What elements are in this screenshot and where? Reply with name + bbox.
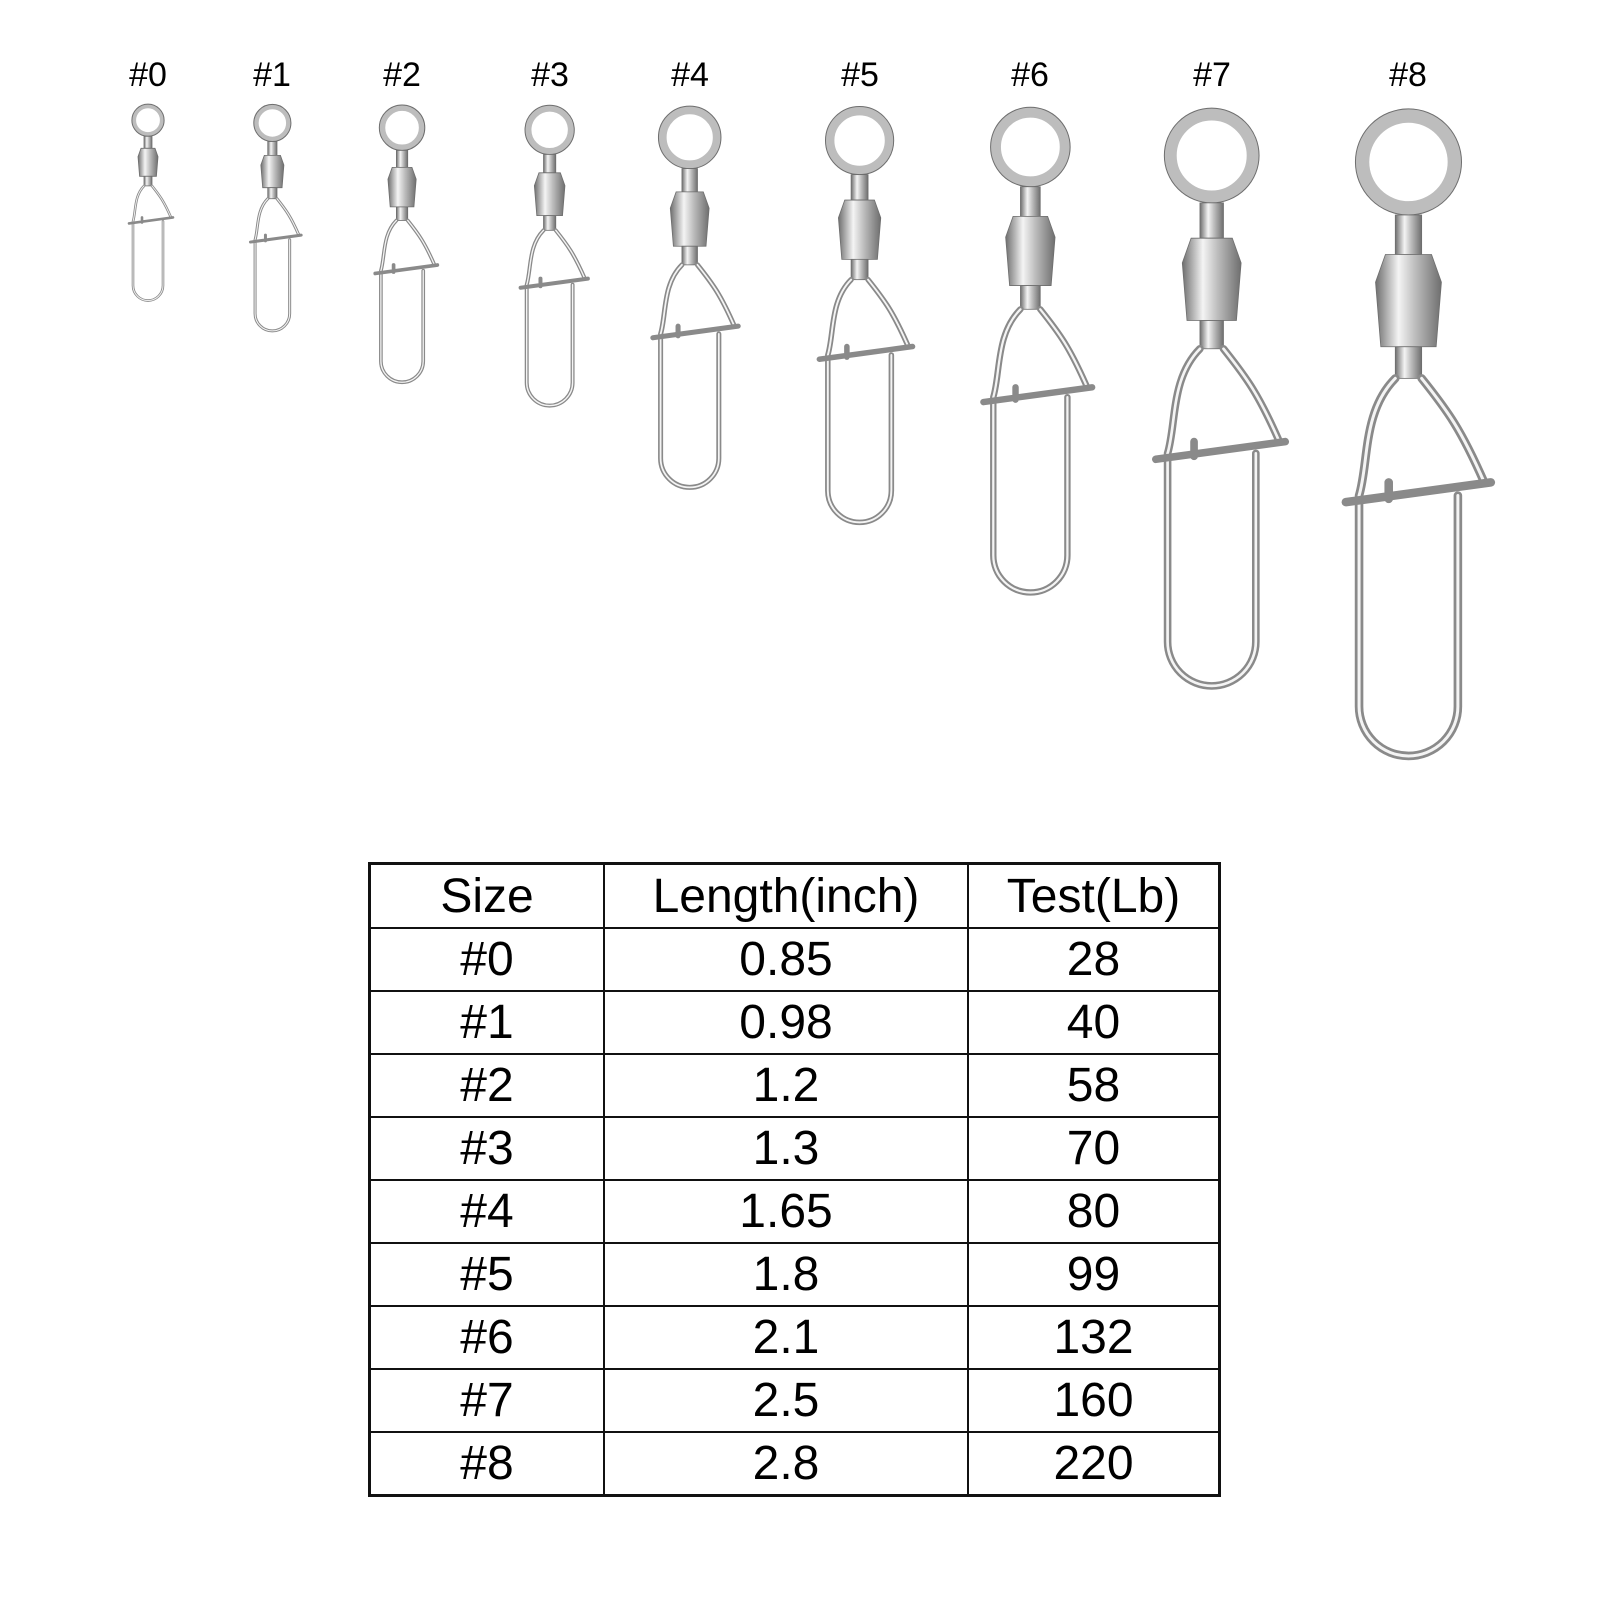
swivel-size-label: #4 — [671, 56, 709, 94]
cell-test: 80 — [968, 1180, 1220, 1243]
cell-length: 2.1 — [604, 1306, 968, 1369]
table-header-row — [370, 864, 1220, 929]
table-row — [370, 1180, 1220, 1243]
cell-size: #2 — [370, 1054, 605, 1117]
swivel-snap-icon — [501, 102, 598, 410]
swivel-item — [356, 0, 448, 387]
swivel-item — [111, 0, 185, 304]
swivel-size-label: #6 — [1011, 56, 1049, 94]
table-row — [370, 1117, 1220, 1180]
cell-test: 40 — [968, 991, 1220, 1054]
swivel-item — [798, 0, 921, 529]
table-row — [370, 1369, 1220, 1432]
cell-length: 1.65 — [604, 1180, 968, 1243]
swivel-snap-icon — [632, 102, 747, 493]
swivel-size-label: #7 — [1193, 56, 1231, 94]
cell-size: #0 — [370, 928, 605, 991]
table-row — [370, 928, 1220, 991]
swivel-snap-icon — [111, 102, 185, 304]
cell-size: #5 — [370, 1243, 605, 1306]
swivel-snap-icon — [232, 102, 313, 334]
swivel-snap-icon — [798, 102, 921, 529]
table-row — [370, 1243, 1220, 1306]
swivel-item — [632, 0, 747, 493]
cell-length: 0.85 — [604, 928, 968, 991]
swivel-snap-icon — [356, 102, 448, 387]
cell-length: 2.8 — [604, 1432, 968, 1496]
cell-size: #1 — [370, 991, 605, 1054]
cell-size: #7 — [370, 1369, 605, 1432]
table-row — [370, 1432, 1220, 1496]
cell-test: 132 — [968, 1306, 1220, 1369]
swivel-item — [961, 0, 1100, 600]
cell-length: 1.2 — [604, 1054, 968, 1117]
swivel-size-label: #2 — [383, 56, 421, 94]
cell-test: 70 — [968, 1117, 1220, 1180]
cell-size: #3 — [370, 1117, 605, 1180]
cell-test: 58 — [968, 1054, 1220, 1117]
swivel-size-label: #8 — [1389, 56, 1427, 94]
cell-size: #6 — [370, 1306, 605, 1369]
header-length: Length(inch) — [604, 864, 968, 929]
cell-test: 28 — [968, 928, 1220, 991]
swivel-snap-icon — [1132, 102, 1291, 695]
swivel-item — [1132, 0, 1291, 695]
swivel-snap-icon — [961, 102, 1100, 600]
cell-length: 0.98 — [604, 991, 968, 1054]
swivel-item — [1321, 0, 1496, 766]
cell-length: 1.3 — [604, 1117, 968, 1180]
size-spec-table — [368, 862, 1221, 1497]
cell-test: 160 — [968, 1369, 1220, 1432]
table-row — [370, 1306, 1220, 1369]
swivel-size-label: #1 — [253, 56, 291, 94]
swivel-size-label: #5 — [841, 56, 879, 94]
swivel-item — [232, 0, 313, 334]
cell-length: 1.8 — [604, 1243, 968, 1306]
cell-test: 99 — [968, 1243, 1220, 1306]
cell-test: 220 — [968, 1432, 1220, 1496]
cell-size: #4 — [370, 1180, 605, 1243]
swivel-snap-icon — [1321, 102, 1496, 766]
table-row — [370, 991, 1220, 1054]
header-size: Size — [370, 864, 605, 929]
swivel-size-label: #0 — [129, 56, 167, 94]
table-row — [370, 1054, 1220, 1117]
swivel-item — [501, 0, 598, 410]
cell-size: #8 — [370, 1432, 605, 1496]
cell-length: 2.5 — [604, 1369, 968, 1432]
swivel-size-label: #3 — [531, 56, 569, 94]
header-test: Test(Lb) — [968, 864, 1220, 929]
